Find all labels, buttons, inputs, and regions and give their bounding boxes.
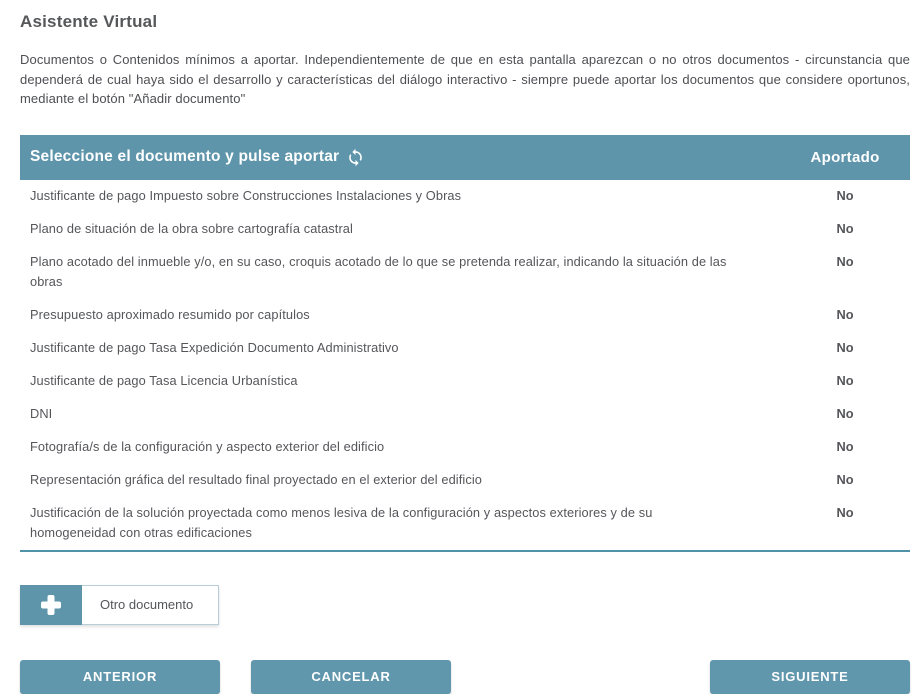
aportado-value: No <box>836 339 854 355</box>
document-name: Plano acotado del inmueble y/o, en su caso, croquis acotado de lo que se pretenda realizar, indicando la situación de las obras <box>30 253 727 289</box>
document-table <box>20 135 910 552</box>
document-name: Fotografía/s de la configuración y aspecto exterior del edificio <box>30 438 385 454</box>
document-name: DNI <box>30 405 53 421</box>
intro-text: Documentos o Contenidos mínimos a aportar. Independientemente de que en esta pantalla aparezcan o no otros documentos - circunstancia que dependerá de cual haya sido el desarrollo y características del diálogo interactivo - siempre puede aportar los documentos que considere oportunos, mediante el botón "Añadir documento" <box>20 52 910 106</box>
table-row[interactable] <box>20 497 910 550</box>
document-name: Justificante de pago Tasa Licencia Urbanística <box>30 372 298 388</box>
table-row[interactable] <box>20 246 910 299</box>
aportado-value: No <box>836 372 854 388</box>
cancel-button[interactable]: CANCELAR <box>251 660 451 694</box>
aportado-value: No <box>836 187 854 203</box>
wizard-actions <box>20 660 910 694</box>
aportado-value: No <box>836 438 854 454</box>
previous-button[interactable]: ANTERIOR <box>20 660 220 694</box>
document-name: Representación gráfica del resultado final proyectado en el exterior del edificio <box>30 471 482 487</box>
plus-icon <box>39 593 63 617</box>
table-row[interactable] <box>20 365 910 398</box>
table-row[interactable] <box>20 213 910 246</box>
aportado-value: No <box>836 220 854 236</box>
refresh-icon[interactable] <box>346 148 365 167</box>
select-document-label: Seleccione el documento y pulse aportar <box>30 148 340 165</box>
aportado-value: No <box>836 306 854 322</box>
table-row[interactable] <box>20 398 910 431</box>
document-name: Plano de situación de la obra sobre cartografía catastral <box>30 220 353 236</box>
document-table-body <box>20 180 910 552</box>
document-name: Presupuesto aproximado resumido por capítulos <box>30 306 310 322</box>
other-document-label: Otro documento <box>82 585 219 625</box>
next-button[interactable]: SIGUIENTE <box>710 660 910 694</box>
table-row[interactable] <box>20 180 910 213</box>
table-row[interactable] <box>20 299 910 332</box>
table-header <box>20 135 910 180</box>
aportado-value: No <box>836 471 854 487</box>
aportado-value: No <box>836 253 854 269</box>
document-name: Justificación de la solución proyectada como menos lesiva de la configuración y aspectos exteriores y de su homogeneidad con otras edificaciones <box>30 504 653 540</box>
add-other-document-button[interactable] <box>20 585 219 625</box>
document-name: Justificante de pago Tasa Expedición Documento Administrativo <box>30 339 399 355</box>
table-row[interactable] <box>20 332 910 365</box>
plus-icon-box <box>20 585 82 625</box>
table-row[interactable] <box>20 431 910 464</box>
column-header-select <box>20 148 780 167</box>
page-title: Asistente Virtual <box>20 12 158 31</box>
table-row[interactable] <box>20 464 910 497</box>
document-name: Justificante de pago Impuesto sobre Construcciones Instalaciones y Obras <box>30 187 462 203</box>
aportado-value: No <box>836 405 854 421</box>
column-header-aportado: Aportado <box>810 148 880 166</box>
aportado-value: No <box>836 504 854 520</box>
